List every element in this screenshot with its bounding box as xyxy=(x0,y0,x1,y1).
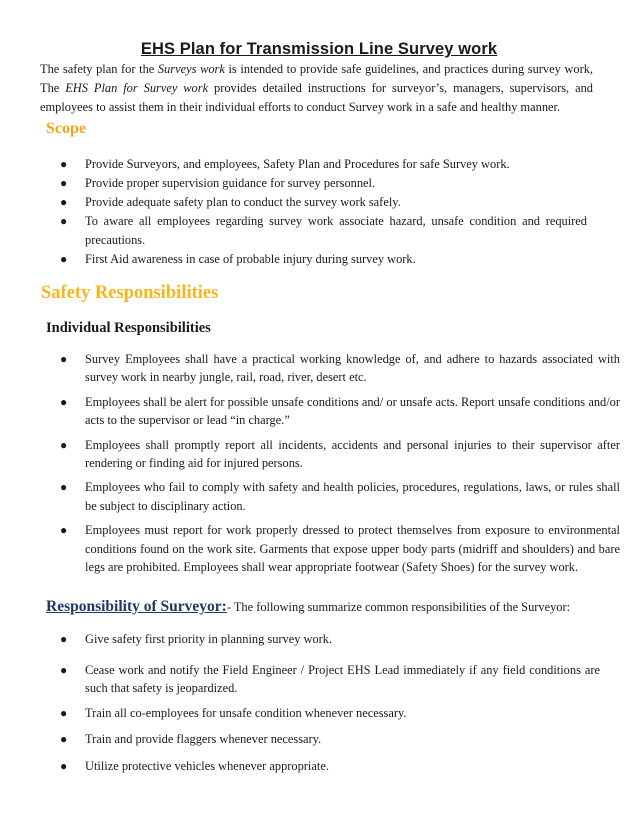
surveyor-item-text: Train and provide flaggers whenever necessary. xyxy=(85,732,322,747)
safety-responsibilities-heading: Safety Responsibilities xyxy=(41,283,219,303)
surveyor-item xyxy=(40,757,600,776)
individual-item-text: Survey Employees shall have a practical working knowledge of, and adhere to hazards associated with survey work in nearby jungle, rail, road, river, desert etc. xyxy=(85,352,620,385)
bullet-icon: ● xyxy=(60,213,68,228)
scope-item xyxy=(40,250,587,269)
surveyor-responsibilities-list xyxy=(40,630,600,776)
individual-item xyxy=(40,436,620,473)
surveyor-item-text: Utilize protective vehicles whenever appropriate. xyxy=(85,758,329,773)
scope-list xyxy=(40,155,587,269)
surveyor-item-text: Train all co-employees for unsafe condition whenever necessary. xyxy=(85,705,407,720)
bullet-icon: ● xyxy=(60,175,68,190)
individual-item-text: Employees who fail to comply with safety and health policies, procedures, regulations, laws, or rules shall be subject to disciplinary action. xyxy=(85,480,620,513)
scope-heading: Scope xyxy=(46,120,86,137)
bullet-icon: ● xyxy=(60,662,68,677)
individual-item-text: Employees must report for work properly dressed to protect themselves from exposure to environmental conditions found on the work site. Garments that expose upper body parts (midriff and shoulders) and bare legs are prohibited. Employees shall wear appropriate footwear (Safety Shoes) for the survey work. xyxy=(85,523,620,575)
scope-item-text: To aware all employees regarding survey work associate hazard, unsafe condition and required precautions. xyxy=(85,213,587,247)
individual-item xyxy=(40,350,620,387)
document-title: EHS Plan for Transmission Line Survey work xyxy=(140,40,498,58)
surveyor-item xyxy=(40,661,600,698)
bullet-icon: ● xyxy=(60,194,68,209)
scope-item xyxy=(40,212,587,249)
bullet-icon: ● xyxy=(60,480,68,495)
intro-text-2: is intended to provide safe guidelines, and practices during survey work, The xyxy=(40,62,593,95)
surveyor-item xyxy=(40,704,600,723)
intro-text-3: provides detailed instructions for surveyor’s, managers, supervisors, and employees to assist them in their individual efforts to conduct Survey work in a safe and healthy manner. xyxy=(40,81,593,114)
bullet-icon: ● xyxy=(60,705,68,720)
scope-item-text: Provide Surveyors, and employees, Safety Plan and Procedures for safe Survey work. xyxy=(85,157,510,171)
individual-item-text: Employees shall be alert for possible unsafe conditions and/ or unsafe acts. Report unsafe conditions and/or acts to the supervisor or lead “in charge.” xyxy=(85,394,620,428)
scope-item xyxy=(40,193,587,212)
individual-item xyxy=(40,478,620,515)
individual-item-text: Employees shall promptly report all incidents, accidents and personal injuries to their supervisor after rendering or finding aid for injured persons. xyxy=(85,437,620,471)
bullet-icon: ● xyxy=(60,523,68,538)
surveyor-item-text: Give safety first priority in planning survey work. xyxy=(85,632,333,646)
surveyor-intro: - The following summarize common responsibilities of the Surveyor: xyxy=(226,600,571,614)
scope-item xyxy=(40,174,587,193)
individual-responsibilities-heading: Individual Responsibilities xyxy=(46,320,211,336)
individual-responsibilities-list xyxy=(40,350,620,582)
bullet-icon: ● xyxy=(60,394,68,409)
scope-item-text: First Aid awareness in case of probable injury during survey work. xyxy=(85,251,416,266)
individual-item xyxy=(40,521,620,576)
intro-text-1: The safety plan for the xyxy=(40,62,158,76)
surveyor-item xyxy=(40,630,600,649)
scope-item-text: Provide proper supervision guidance for survey personnel. xyxy=(85,175,376,190)
surveyor-item-text: Cease work and notify the Field Engineer / Project EHS Lead immediately if any field conditions are such that safety is jeopardized. xyxy=(85,662,600,696)
bullet-icon: ● xyxy=(60,732,68,747)
surveyor-item xyxy=(40,730,600,749)
bullet-icon: ● xyxy=(60,157,68,171)
surveyor-heading: Responsibility of Surveyor: xyxy=(46,598,227,615)
surveyor-responsibility-line xyxy=(46,598,570,616)
bullet-icon: ● xyxy=(60,251,68,266)
intro-emphasis-2: EHS Plan for Survey work xyxy=(65,81,209,95)
individual-item xyxy=(40,393,620,430)
bullet-icon: ● xyxy=(60,632,68,646)
bullet-icon: ● xyxy=(60,758,68,773)
scope-item xyxy=(40,155,587,174)
scope-item-text: Provide adequate safety plan to conduct the survey work safely. xyxy=(85,194,401,209)
bullet-icon: ● xyxy=(60,352,68,366)
bullet-icon: ● xyxy=(60,437,68,452)
intro-emphasis-1: Surveys work xyxy=(157,62,225,76)
intro-paragraph xyxy=(40,60,593,117)
